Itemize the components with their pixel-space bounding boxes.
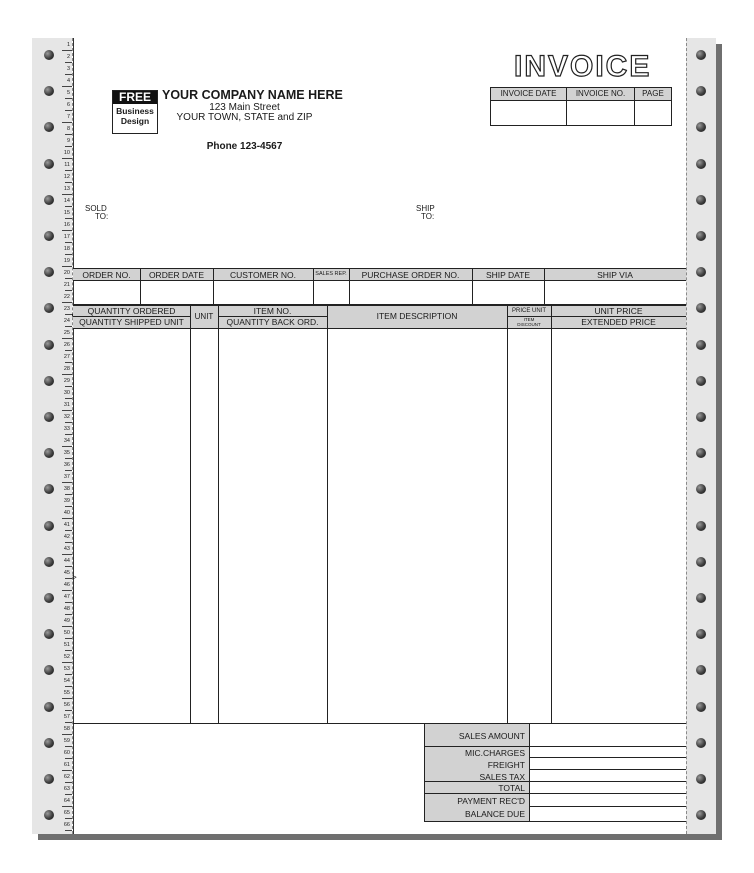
- ruler-tick: [65, 350, 72, 351]
- line-number: 55: [63, 690, 70, 696]
- line-number: 27: [63, 354, 70, 360]
- line-number: 65: [63, 810, 70, 816]
- ruler-tick: [65, 710, 72, 711]
- line-number: 13: [63, 186, 70, 192]
- ruler-tick: [65, 422, 72, 423]
- ruler-tick: [62, 86, 72, 87]
- ruler-tick: [65, 134, 72, 135]
- line-number: 19: [63, 258, 70, 264]
- line-number: 25: [63, 330, 70, 336]
- sprocket-hole-icon: [696, 738, 706, 748]
- total-label: TOTAL: [498, 783, 525, 793]
- line-number: 3: [66, 66, 70, 72]
- sprocket-hole-icon: [44, 557, 54, 567]
- line-number: 31: [63, 402, 70, 408]
- sprocket-hole-icon: [44, 738, 54, 748]
- total-field[interactable]: [531, 783, 684, 792]
- sales-amount-field[interactable]: [531, 725, 684, 745]
- unit-column-field[interactable]: [192, 330, 217, 722]
- ruler-tick: [65, 830, 72, 831]
- invoice-title: INVOICE: [514, 50, 652, 83]
- company-name: YOUR COMPANY NAME HERE: [162, 88, 343, 102]
- sales-amount-label: SALES AMOUNT: [458, 731, 525, 741]
- sales-tax-label: SALES TAX: [479, 772, 525, 782]
- ruler-tick: [65, 362, 72, 363]
- item-discount-header-1: ITEM: [523, 317, 535, 322]
- ruler-tick: [65, 674, 72, 675]
- ruler-tick: [62, 554, 72, 555]
- sprocket-hole-icon: [696, 50, 706, 60]
- line-number: 16: [63, 222, 70, 228]
- line-number: 33: [63, 426, 70, 432]
- customer-no-field[interactable]: [215, 282, 311, 302]
- ruler-tick: [62, 338, 72, 339]
- sprocket-hole-icon: [696, 521, 706, 531]
- line-number: 45: [63, 570, 70, 576]
- ruler-tick: [65, 254, 72, 255]
- ruler-tick: [65, 746, 72, 747]
- ruler-tick: [65, 566, 72, 567]
- ruler-tick: [65, 782, 72, 783]
- line-number: 63: [63, 786, 70, 792]
- freight-label: FREIGHT: [487, 760, 525, 770]
- line-number: 37: [63, 474, 70, 480]
- price-unit-header: PRICE UNIT: [511, 308, 546, 314]
- order-no-field[interactable]: [75, 282, 138, 302]
- line-number: 61: [63, 762, 70, 768]
- invoice-no-field[interactable]: [568, 102, 633, 123]
- sold-to-field[interactable]: [112, 203, 362, 253]
- unit-header: UNIT: [194, 312, 214, 321]
- sprocket-hole-icon: [696, 376, 706, 386]
- ship-date-header: SHIP DATE: [485, 270, 531, 280]
- qty-column-field[interactable]: [74, 330, 189, 722]
- purchase-order-no-header: PURCHASE ORDER NO.: [361, 270, 460, 280]
- sprocket-hole-icon: [696, 195, 706, 205]
- line-number: 58: [63, 726, 70, 732]
- line-number: 32: [63, 414, 70, 420]
- page-field[interactable]: [636, 102, 670, 123]
- line-number: 60: [63, 750, 70, 756]
- line-number: 54: [63, 678, 70, 684]
- ruler-tick: [62, 806, 72, 807]
- sprocket-hole-icon: [696, 159, 706, 169]
- sprocket-hole-icon: [44, 412, 54, 422]
- line-number: 44: [63, 558, 70, 564]
- sold-to-label-1: SOLD: [85, 204, 107, 213]
- qty-shipped-header: QUANTITY SHIPPED UNIT: [79, 317, 184, 327]
- ruler-tick: [62, 158, 72, 159]
- item-no-header: ITEM NO.: [253, 306, 292, 316]
- sprocket-hole-icon: [44, 376, 54, 386]
- ruler-tick: [62, 266, 72, 267]
- extended-price-header: EXTENDED PRICE: [581, 317, 656, 327]
- ruler-tick: [65, 398, 72, 399]
- sprocket-hole-icon: [696, 593, 706, 603]
- ruler-tick: [62, 122, 72, 123]
- ruler-tick: [62, 770, 72, 771]
- line-number: 11: [64, 162, 70, 168]
- ruler-tick: [65, 182, 72, 183]
- price-unit-column-field[interactable]: [509, 330, 550, 722]
- ruler-tick: [65, 470, 72, 471]
- ruler-tick: [62, 482, 72, 483]
- line-number: 30: [63, 390, 70, 396]
- ruler-tick: [62, 698, 72, 699]
- ruler-tick: [65, 74, 72, 75]
- ruler-tick: [62, 734, 72, 735]
- line-number: 35: [63, 450, 70, 456]
- ship-via-field[interactable]: [546, 282, 684, 302]
- ruler-tick: [65, 494, 72, 495]
- ruler-tick: [65, 290, 72, 291]
- company-phone: Phone 123-4567: [206, 141, 283, 152]
- ruler-tick: [65, 614, 72, 615]
- ruler-tick: [65, 542, 72, 543]
- ruler-tick: [65, 686, 72, 687]
- line-number: 23: [63, 306, 70, 312]
- order-no-header: ORDER NO.: [82, 270, 131, 280]
- logo-line-2: Design: [120, 116, 150, 126]
- sprocket-hole-icon: [44, 593, 54, 603]
- ruler-tick: [65, 314, 72, 315]
- misc-charges-label: MIC.CHARGES: [465, 748, 525, 758]
- line-number: 49: [63, 618, 70, 624]
- sprocket-hole-icon: [44, 50, 54, 60]
- sprocket-hole-icon: [44, 195, 54, 205]
- sprocket-hole-icon: [44, 774, 54, 784]
- alignment-arrow-icon: >: [72, 573, 77, 582]
- ruler-tick: [65, 110, 72, 111]
- sprocket-hole-icon: [44, 340, 54, 350]
- ruler-tick: [65, 458, 72, 459]
- purchase-order-no-field[interactable]: [351, 282, 470, 302]
- sales-rep-field[interactable]: [315, 282, 347, 302]
- line-number: 1: [66, 42, 70, 48]
- sales-tax-field[interactable]: [531, 771, 684, 780]
- ruler-tick: [65, 146, 72, 147]
- page-label: PAGE: [642, 89, 664, 98]
- line-number: 52: [63, 654, 70, 660]
- invoice-sheet: [32, 38, 716, 834]
- item-discount-header-2: DISCOUNT: [517, 322, 541, 327]
- sprocket-hole-icon: [696, 231, 706, 241]
- balance-due-label: BALANCE DUE: [465, 809, 525, 819]
- ruler-tick: [65, 206, 72, 207]
- sprocket-hole-icon: [44, 159, 54, 169]
- ruler-tick: [65, 650, 72, 651]
- line-number: 40: [63, 510, 70, 516]
- ruler-tick: [65, 602, 72, 603]
- ruler-tick: [65, 242, 72, 243]
- ruler-tick: [62, 446, 72, 447]
- line-number: 56: [63, 702, 70, 708]
- item-no-column-field[interactable]: [220, 330, 326, 722]
- line-number: 29: [63, 378, 70, 384]
- line-number: 38: [63, 486, 70, 492]
- payment-received-label: PAYMENT REC'D: [457, 796, 525, 806]
- line-number: 5: [66, 90, 70, 96]
- sprocket-hole-icon: [696, 702, 706, 712]
- ruler-tick: [62, 410, 72, 411]
- line-number: 59: [63, 738, 70, 744]
- ruler-tick: [65, 578, 72, 579]
- line-number: 51: [63, 642, 70, 648]
- ruler-tick: [65, 530, 72, 531]
- ship-to-label-2: TO:: [421, 212, 435, 221]
- line-number: 6: [66, 102, 70, 108]
- ruler-tick: [62, 518, 72, 519]
- ruler-tick: [65, 98, 72, 99]
- right-perforation: [686, 38, 687, 834]
- ruler-tick: [62, 662, 72, 663]
- ruler-tick: [65, 758, 72, 759]
- line-number: 34: [63, 438, 70, 444]
- line-number: 39: [63, 498, 70, 504]
- line-number: 12: [63, 174, 70, 180]
- line-number: 20: [63, 270, 70, 276]
- line-number: 53: [63, 666, 70, 672]
- sprocket-hole-icon: [44, 231, 54, 241]
- line-number: 62: [63, 774, 70, 780]
- line-number: 2: [66, 54, 70, 60]
- company-logo: [112, 90, 158, 134]
- line-number: 66: [63, 822, 70, 828]
- ruler-tick: [65, 506, 72, 507]
- ruler-tick: [65, 794, 72, 795]
- qty-ordered-header: QUANTITY ORDERED: [87, 306, 176, 316]
- ruler-tick: [62, 230, 72, 231]
- sprocket-hole-icon: [696, 340, 706, 350]
- price-column-field[interactable]: [553, 330, 685, 722]
- payment-received-field[interactable]: [531, 795, 684, 805]
- ruler-tick: [62, 374, 72, 375]
- line-number: 24: [63, 318, 70, 324]
- line-number: 43: [63, 546, 70, 552]
- line-number: 7: [66, 114, 70, 120]
- line-number: 9: [66, 138, 70, 144]
- ruler-tick: [65, 170, 72, 171]
- right-tractor-strip: [686, 38, 716, 834]
- unit-price-header: UNIT PRICE: [594, 306, 643, 316]
- ruler-tick: [65, 818, 72, 819]
- freight-field[interactable]: [531, 759, 684, 768]
- ruler-tick: [65, 386, 72, 387]
- line-number: 42: [63, 534, 70, 540]
- description-column-field[interactable]: [329, 330, 506, 722]
- ruler-tick: [62, 50, 72, 51]
- ruler-tick: [65, 434, 72, 435]
- ship-date-field[interactable]: [474, 282, 542, 302]
- line-number: 4: [66, 78, 70, 84]
- ruler-tick: [62, 194, 72, 195]
- sprocket-hole-icon: [44, 702, 54, 712]
- customer-no-header: CUSTOMER NO.: [230, 270, 296, 280]
- sprocket-hole-icon: [696, 412, 706, 422]
- invoice-date-label: INVOICE DATE: [500, 89, 557, 98]
- ruler-tick: [65, 278, 72, 279]
- order-date-header: ORDER DATE: [148, 270, 205, 280]
- ruler-tick: [65, 326, 72, 327]
- line-number: 47: [63, 594, 70, 600]
- ship-via-header: SHIP VIA: [597, 270, 633, 280]
- line-number: 26: [63, 342, 70, 348]
- line-number: 28: [63, 366, 70, 372]
- logo-line-1: Business: [116, 106, 154, 116]
- sold-to-label-2: TO:: [95, 212, 109, 221]
- ruler-tick: [65, 62, 72, 63]
- sales-rep-header: SALES REP.: [315, 271, 347, 277]
- line-number: 18: [63, 246, 70, 252]
- balance-due-field[interactable]: [531, 808, 684, 820]
- ruler-tick: [62, 590, 72, 591]
- invoice-no-label: INVOICE NO.: [575, 89, 626, 98]
- qty-back-ordered-header: QUANTITY BACK ORD.: [226, 317, 319, 327]
- order-date-field[interactable]: [142, 282, 211, 302]
- line-number: 48: [63, 606, 70, 612]
- sprocket-hole-icon: [696, 557, 706, 567]
- sprocket-hole-icon: [44, 521, 54, 531]
- logo-free-text: FREE: [113, 91, 157, 104]
- ruler-tick: [65, 722, 72, 723]
- sprocket-hole-icon: [696, 774, 706, 784]
- line-number: 15: [63, 210, 70, 216]
- line-number: 50: [63, 630, 70, 636]
- company-city: YOUR TOWN, STATE and ZIP: [176, 112, 313, 123]
- ruler-tick: [65, 218, 72, 219]
- ship-to-label-1: SHIP: [416, 204, 435, 213]
- ruler-tick: [62, 302, 72, 303]
- company-street: 123 Main Street: [209, 102, 280, 113]
- line-number: 10: [63, 150, 70, 156]
- line-number: 46: [63, 582, 70, 588]
- line-number: 57: [63, 714, 70, 720]
- line-number: 41: [63, 522, 70, 528]
- item-description-header: ITEM DESCRIPTION: [376, 311, 458, 321]
- line-number: 8: [66, 126, 70, 132]
- line-number: 36: [63, 462, 70, 468]
- invoice-date-field[interactable]: [492, 102, 565, 123]
- ship-to-field[interactable]: [442, 203, 682, 253]
- misc-charges-field[interactable]: [531, 748, 684, 756]
- line-number: 64: [63, 798, 70, 804]
- line-number: 21: [63, 282, 70, 288]
- line-number: 22: [63, 294, 70, 300]
- line-number: 14: [63, 198, 70, 204]
- line-number: 17: [63, 234, 70, 240]
- ruler-tick: [62, 626, 72, 627]
- ruler-tick: [65, 638, 72, 639]
